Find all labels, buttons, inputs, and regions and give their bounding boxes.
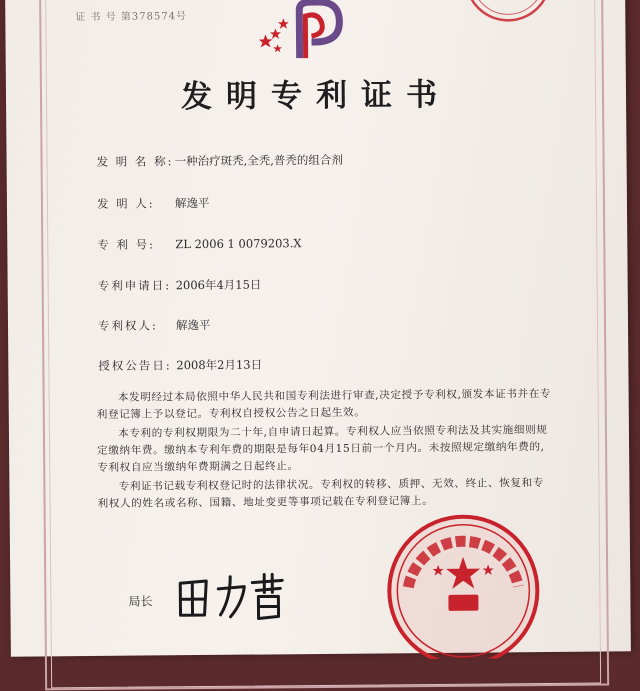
field-label: 授权公告日: (98, 358, 172, 373)
field-application-date (98, 276, 262, 293)
official-seal-icon (378, 508, 549, 659)
field-value: ZL 2006 1 0079203.X (175, 236, 302, 252)
body-paragraph: 本专利的专利权期限为二十年,自申请日起算。专利权人应当依照专利法及其实施细则规定缴纳年费。缴纳本专利年费的期限是每年04月15日前一个月内。未按照规定缴纳年费的,专利权自应当缴纳年费期满之日起终止。 (97, 424, 548, 474)
signature-label: 局长 (128, 594, 153, 609)
field-inventor (97, 195, 210, 212)
certificate-body (97, 386, 554, 515)
top-stamp-icon (453, 0, 564, 29)
certificate-number: 证 书 号 第378574号 (75, 11, 188, 24)
field-label: 发 明 名 称: (96, 154, 174, 169)
field-value: 一种治疗斑秃,全秃,普秃的组合剂 (174, 152, 343, 169)
certificate-paper (5, 0, 631, 657)
field-label: 专利权人: (97, 318, 158, 333)
field-label: 专利申请日: (97, 278, 172, 293)
field-patentee (98, 317, 211, 334)
body-paragraph: 专利证书记载专利权登记时的法律状况。专利权的转移、质押、无效、终止、恢复和专利权人的姓名或名称、国籍、地址变更等事项记载在专利登记簿上。 (97, 477, 544, 510)
field-patent-number (97, 235, 301, 253)
field-value: 2006年4月15日 (175, 277, 262, 293)
field-label: 发 明 人: (96, 196, 155, 211)
certificate-title: 发明专利证书 (180, 76, 452, 116)
field-value: 解逸平 (175, 317, 211, 333)
field-grant-date (98, 356, 262, 373)
patent-office-logo-icon (259, 0, 356, 62)
signature-image (172, 568, 292, 623)
field-value: 2008年2月13日 (176, 357, 263, 373)
field-value: 解逸平 (174, 195, 210, 211)
field-invention-name (97, 152, 343, 170)
body-paragraph: 本发明经过本局依照中华人民共和国专利法进行审查,决定授予专利权,颁发本证书并在专利登记簿上予以登记。专利权自授权公告之日起生效。 (96, 387, 552, 421)
field-label: 专 利 号: (97, 237, 156, 252)
